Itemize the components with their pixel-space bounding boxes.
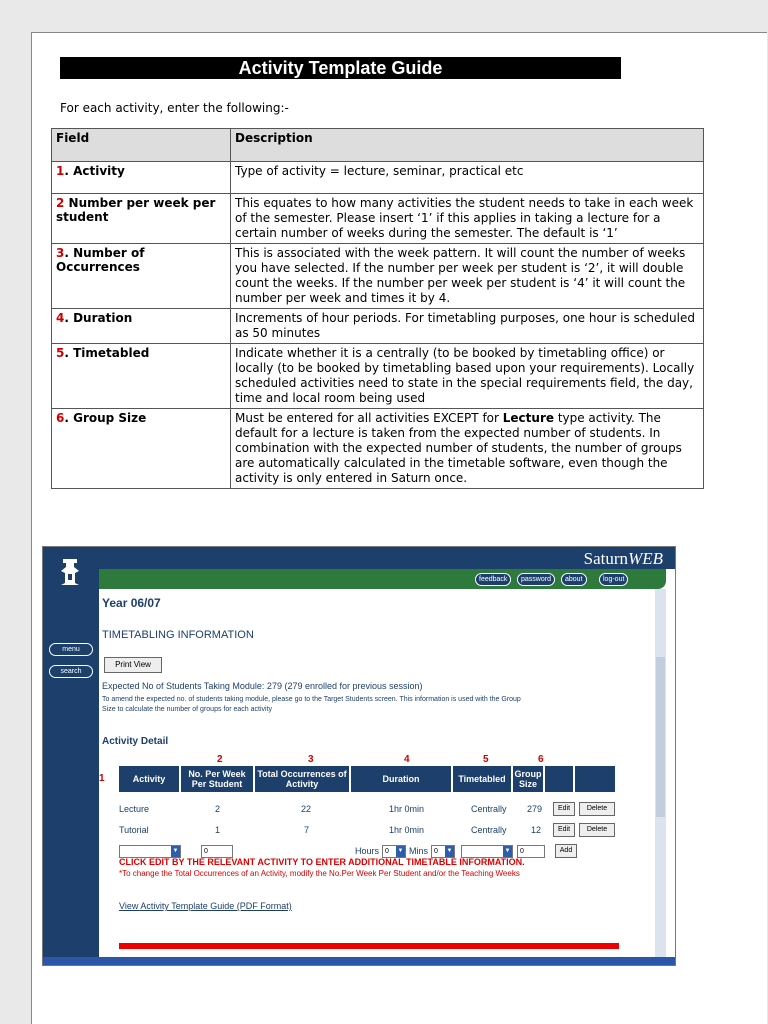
hours-label: Hours <box>355 846 380 856</box>
table-row <box>52 244 704 309</box>
chevron-down-icon: ▼ <box>503 846 512 857</box>
column-number-6: 6 <box>538 754 544 765</box>
edit-warning-text: CLICK EDIT BY THE RELEVANT ACTIVITY TO ENTER ADDITIONAL TIMETABLE INFORMATION. <box>119 857 525 867</box>
cell-timetabled: Centrally <box>471 825 507 835</box>
document-title: Activity Template Guide <box>60 57 621 79</box>
cell-per-week: 1 <box>215 825 221 835</box>
field-label: . Activity <box>64 164 125 178</box>
description-cell <box>231 409 704 489</box>
description-cell: This is associated with the week pattern. It will count the number of weeks you have selected. If the number per week per student is ‘2’, it will double count the weeks. If the number per week per student is ‘4’ it will count the number per week and times it by 4. <box>231 244 704 309</box>
section-heading: TIMETABLING INFORMATION <box>102 629 254 641</box>
mins-select[interactable]: 0 ▼ <box>431 845 455 858</box>
field-label: . Timetabled <box>64 346 150 360</box>
top-banner <box>99 547 675 569</box>
description-cell: This equates to how many activities the student needs to take in each week of the semester. Please insert ‘1’ if this applies in taking a lecture for a certain number of weeks during the semester. The default is ‘1’ <box>231 194 704 244</box>
feedback-button[interactable]: feedback <box>475 573 511 586</box>
cell-total: 22 <box>301 804 312 814</box>
edit-button[interactable]: Edit <box>553 823 575 837</box>
table-row <box>52 162 704 194</box>
left-sidebar <box>43 547 99 965</box>
search-button[interactable]: search <box>49 665 93 678</box>
expected-students-text: Expected No of Students Taking Module: 279 (279 enrolled for previous session) <box>102 681 423 691</box>
about-button[interactable]: about <box>561 573 587 586</box>
field-cell <box>52 162 231 194</box>
group-size-input[interactable]: 0 <box>517 845 545 858</box>
occurrences-note: *To change the Total Occurrences of an Activity, modify the No.Per Week Per Student and/or the Teaching Weeks <box>119 869 520 878</box>
col-activity: Activity <box>119 766 179 792</box>
cell-group-size: 279 <box>527 804 543 814</box>
field-cell <box>52 409 231 489</box>
column-number-2: 2 <box>217 754 223 765</box>
column-number-3: 3 <box>308 754 314 765</box>
chevron-down-icon: ▼ <box>445 846 454 857</box>
cell-total: 7 <box>304 825 310 835</box>
print-view-button[interactable]: Print View <box>104 657 162 673</box>
field-number: 2 <box>56 196 65 210</box>
add-button[interactable]: Add <box>555 844 577 858</box>
description-cell: Indicate whether it is a centrally (to be booked by timetabling office) or locally (to be booked by timetabling based upon your requirements). Locally scheduled activities need to state in the special requirements field, the day, time and local room being used <box>231 344 704 409</box>
password-button[interactable]: password <box>517 573 555 586</box>
green-toolbar <box>99 569 666 589</box>
delete-button[interactable]: Delete <box>579 802 615 816</box>
field-number: 5 <box>56 346 65 360</box>
hours-select[interactable]: 0 ▼ <box>382 845 406 858</box>
field-label: . Group Size <box>64 411 147 425</box>
delete-button[interactable]: Delete <box>579 823 615 837</box>
table-row <box>52 344 704 409</box>
col-total: Total Occurrences of Activity <box>255 766 349 792</box>
intro-text: For each activity, enter the following:- <box>60 101 289 115</box>
column-number-4: 4 <box>404 754 410 765</box>
field-label: . Duration <box>64 311 133 325</box>
field-number: 3 <box>56 246 65 260</box>
col-group-size: Group Size <box>513 766 543 792</box>
log-out-button[interactable]: log-out <box>599 573 628 586</box>
chevron-down-icon: ▼ <box>171 846 180 857</box>
scrollbar-thumb[interactable] <box>656 657 665 817</box>
cell-activity: Lecture <box>119 804 150 814</box>
brand-logo: SaturnWEB <box>583 549 663 568</box>
table-row <box>52 309 704 344</box>
field-label: . Number of Occurrences <box>56 246 145 274</box>
main-content <box>99 589 655 965</box>
field-table <box>51 128 704 489</box>
desc-part: type activity. The default for a lecture is taken from the expected number of students. In combination with the expected number of students, the number of groups are automatically calculated in the timetable software, even though the activity is only entered in Saturn once. <box>235 411 682 485</box>
chevron-down-icon: ▼ <box>396 846 405 857</box>
desc-part: Must be entered for all activities EXCEPT for <box>235 411 503 425</box>
field-cell <box>52 309 231 344</box>
table-row <box>52 409 704 489</box>
col-timetabled: Timetabled <box>453 766 511 792</box>
column-number-5: 5 <box>483 754 489 765</box>
amend-info-text: To amend the expected no. of students taking module, please go to the Target Students screen. This information is used with the Group Size to calculate the number of groups for each activity <box>102 696 521 713</box>
cell-duration: 1hr 0min <box>389 804 425 814</box>
red-divider <box>119 943 619 949</box>
description-cell: Increments of hour periods. For timetabling purposes, one hour is scheduled as 50 minutes <box>231 309 704 344</box>
embedded-screenshot <box>42 546 676 966</box>
field-cell <box>52 194 231 244</box>
cell-per-week: 2 <box>215 804 221 814</box>
field-label: Number per week per student <box>56 196 216 224</box>
col-delete <box>575 766 615 792</box>
desc-bold: Lecture <box>502 411 554 425</box>
field-number: 1 <box>56 164 65 178</box>
field-number: 4 <box>56 311 65 325</box>
field-cell <box>52 244 231 309</box>
cell-timetabled: Centrally <box>471 804 507 814</box>
taskbar <box>43 957 675 965</box>
description-cell: Type of activity = lecture, seminar, practical etc <box>231 162 704 194</box>
field-number: 6 <box>56 411 65 425</box>
cell-duration: 1hr 0min <box>389 825 425 835</box>
header-field: Field <box>52 129 231 162</box>
university-crest-icon <box>57 557 83 587</box>
menu-button[interactable]: menu <box>49 643 93 656</box>
mins-label: Mins <box>409 846 429 856</box>
edit-button[interactable]: Edit <box>553 802 575 816</box>
row-marker-1: 1 <box>99 773 105 784</box>
table-header-row <box>52 129 704 162</box>
cell-group-size: 12 <box>531 825 542 835</box>
table-row <box>52 194 704 244</box>
per-week-input[interactable]: 0 <box>201 845 233 858</box>
col-duration: Duration <box>351 766 451 792</box>
cell-activity: Tutorial <box>119 825 149 835</box>
pdf-guide-link[interactable]: View Activity Template Guide (PDF Format) <box>119 901 292 911</box>
field-cell <box>52 344 231 409</box>
col-edit <box>545 766 573 792</box>
year-heading: Year 06/07 <box>102 596 161 610</box>
col-per-week: No. Per Week Per Student <box>181 766 253 792</box>
header-description: Description <box>231 129 704 162</box>
activity-detail-heading: Activity Detail <box>102 736 169 747</box>
